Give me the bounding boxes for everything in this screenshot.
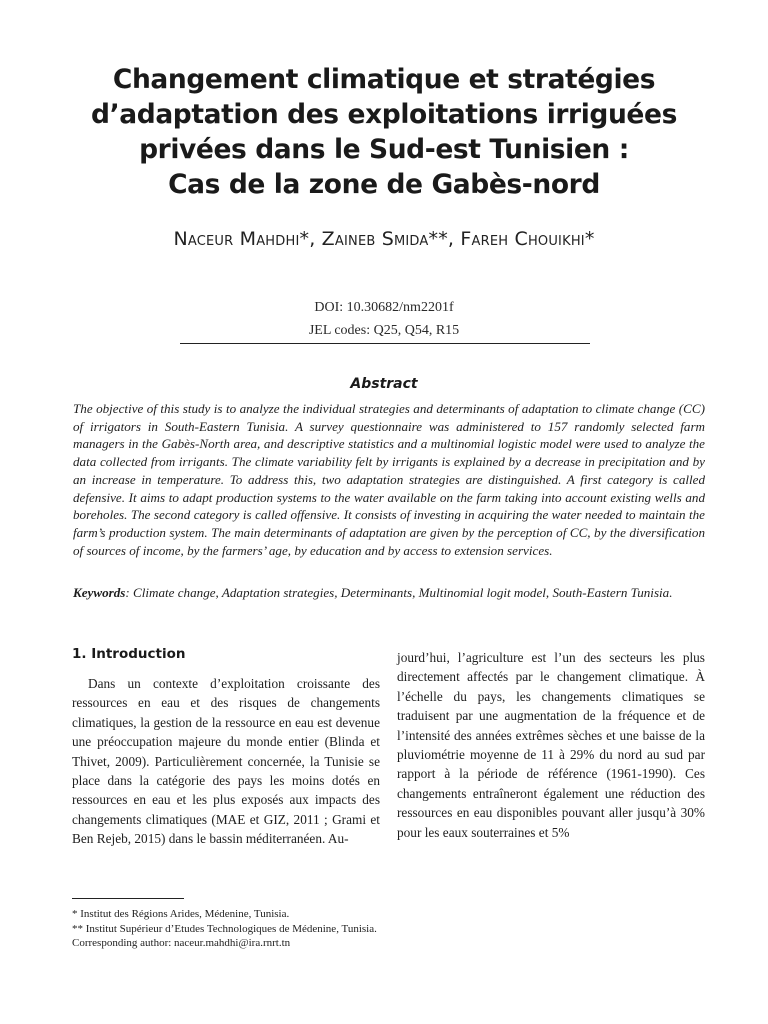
metadata-divider (180, 343, 590, 344)
body-paragraph: jourd’hui, l’agriculture est l’un des secteurs les plus directement affectés par le changement climatique. À l’échelle du pays, les changements climatiques se traduisent par une augmentation de la fréquence et de l’intensité des années extrêmes sèches et une baisse de la pluviométrie moyenne de 11 à 29% du nord au sud par rapport à la période de référence (1961-1990). Ces changements entraîneront également une réduction des ressources en eau disponibles pouvant aller jusqu’à 30% pour les eaux souterraines et 5% (397, 650, 705, 840)
title-line: Changement climatique et stratégies (112, 64, 656, 95)
section-heading-introduction: 1. Introduction (72, 646, 186, 662)
body-paragraph: Dans un contexte d’exploitation croissante des ressources en eau et des risques de changements climatiques, la gestion de la ressource en eau est devenue une préoccupation majeure du monde entier (Blinda et Thivet, 2009). Particulièrement concernée, la Tunisie se place dans la catégorie des pays les moins dotés en ressources en eau et les plus exposés aux impacts des changements climatiques (MAE et GIZ, 2011 ; Grami et Ben Rejeb, 2015) dans le bassin méditerranéen. Au- (72, 676, 380, 847)
footnotes (72, 907, 692, 951)
paper-title (60, 62, 708, 202)
right-column (397, 648, 705, 842)
abstract-text: The objective of this study is to analyze the individual strategies and determinants of adaptation to climate change (CC) of irrigators in South-Eastern Tunisia. A survey questionnaire was administered to 157 randomly selected farm managers in the Gabès-North area, and descriptive statistics and a multinomial logistic model were used to analyze the data collected from irrigants. The climate variability felt by irrigants is explained by a decrease in precipitation and by an increase in temperature. To address this, two adaptation strategies are distinguished. A first category is called defensive. It aims to adapt production systems to the water available on the farm taking into account existing wells and boreholes. The second category is called offensive. It consists of investing in acquiring the water needed to maintain the farm’s production system. The main determinants of adaptation are given by the perception of CC, by the diversification of sources of income, by the farmers’ age, by education and by access to extension services. (73, 401, 705, 558)
keywords-label: Keywords (73, 585, 126, 600)
footnote-affiliation-2: ** Institut Supérieur d’Etudes Technologiques de Médenine, Tunisia. (72, 922, 377, 935)
footnote-divider (72, 898, 184, 899)
footnote-affiliation-1: * Institut des Régions Arides, Médenine, Tunisia. (72, 908, 290, 920)
doi: DOI: 10.30682/nm2201f (314, 300, 454, 315)
left-column (72, 646, 380, 849)
title-line: privées dans le Sud-est Tunisien : (139, 134, 629, 165)
abstract-heading: Abstract (350, 376, 418, 392)
keywords (73, 584, 705, 602)
title-line: d’adaptation des exploitations irriguées (91, 99, 677, 130)
title-line: Cas de la zone de Gabès-nord (168, 169, 600, 200)
keywords-text: : Climate change, Adaptation strategies, Determinants, Multinomial logit model, South-Eastern Tunisia. (125, 585, 673, 600)
footnote-corresponding-author: Corresponding author: naceur.mahdhi@ira.rnrt.tn (72, 937, 291, 949)
jel-codes: JEL codes: Q25, Q54, R15 (308, 323, 460, 338)
author-list: Naceur Mahdhi*, Zaineb Smida**, Fareh Chouikhi* (173, 228, 595, 250)
paper-metadata (180, 296, 588, 342)
